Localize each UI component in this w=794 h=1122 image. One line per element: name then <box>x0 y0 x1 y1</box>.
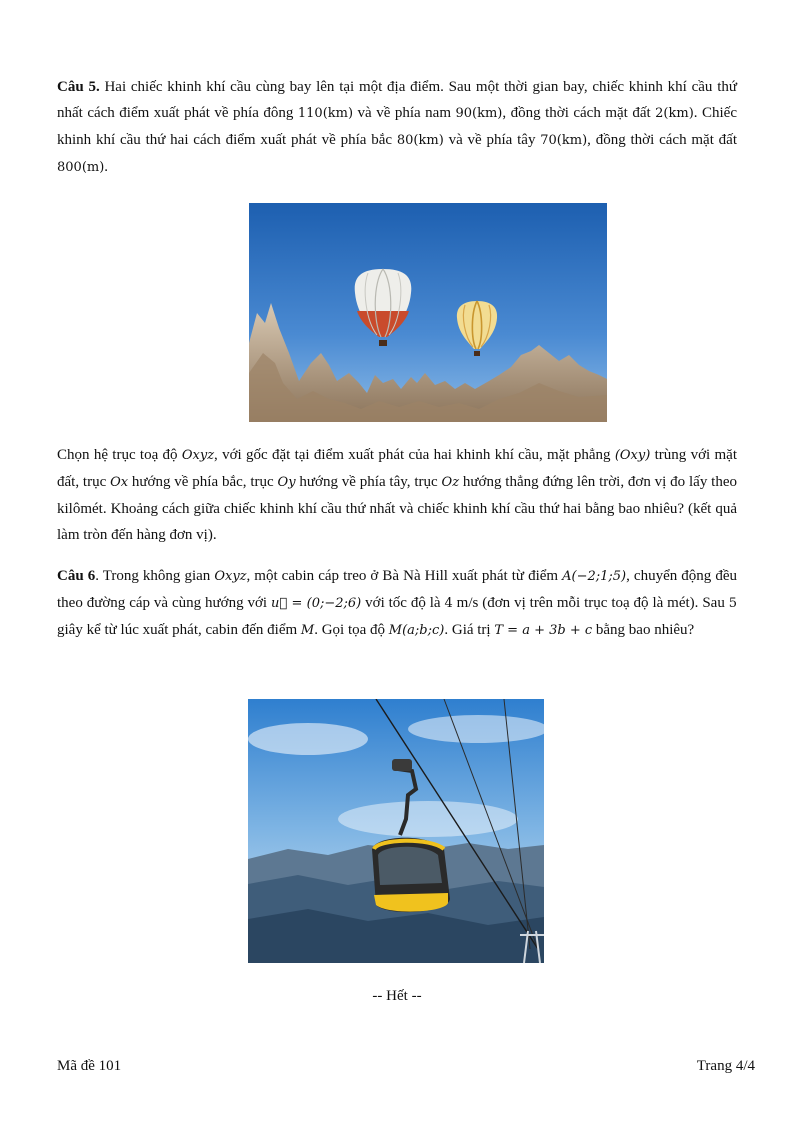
q5-distance-3: 2(km) <box>655 106 694 121</box>
q6-text-6: giây kể từ lúc xuất phát, cabin đến điểm <box>57 622 301 638</box>
q5-body-5: hướng về phía tây, trục <box>295 474 442 490</box>
q6-text-9: bằng bao nhiêu? <box>592 622 695 638</box>
q5-distance-5: 70(km) <box>540 133 588 148</box>
question-5-text <box>57 74 737 181</box>
hot-air-balloon-image <box>249 203 607 422</box>
q5-ox: Ox <box>110 475 129 490</box>
q6-point-a: A(−2;1;5) <box>562 569 627 584</box>
end-marker: -- Hết -- <box>372 988 422 1004</box>
q6-point-m: M <box>300 623 315 638</box>
q6-speed: 4 <box>444 596 453 611</box>
q5-text-6: , đồng thời cách mặt đất <box>587 132 737 148</box>
q6-text-7: . Gọi tọa độ <box>314 622 389 638</box>
q6-space: Oxyz <box>214 569 247 584</box>
q5-body-6: hướng thẳng đứng lên trời, đơn vị đo lấy theo kilômét. Khoảng cách giữa chiếc khinh khí cầu thứ nhất và chiếc khinh khí cầu thứ hai bằng bao nhiêu? (kết quả làm tròn đến hàng đơn vị). <box>57 474 738 543</box>
q6-text-2: , một cabin cáp treo ở Bà Nà Hill xuất phát từ điểm <box>246 568 563 584</box>
q6-vector-u: u⃗ = (0;−2;6) <box>270 596 362 611</box>
cable-car-image <box>248 699 544 963</box>
q6-text-8: . Giá trị <box>444 622 495 638</box>
q6-text-1: . Trong không gian <box>95 568 215 584</box>
question-5-setup-text <box>57 442 737 548</box>
q5-oy: Oy <box>277 475 296 490</box>
page-number: Trang 4/4 <box>696 1058 755 1074</box>
question-6-text <box>57 563 737 644</box>
q5-oxyz: Oxyz <box>181 448 215 463</box>
q6-seconds: 5 <box>728 596 737 611</box>
q6-coord-m: M(a;b;c) <box>388 623 445 638</box>
q5-distance-1: 110(km) <box>297 106 354 121</box>
q5-distance-6: 800(m) <box>57 160 105 175</box>
q5-body-4: hướng về phía bắc, trục <box>128 474 278 490</box>
q5-distance-2: 90(km) <box>455 106 503 121</box>
q5-text-3: , đồng thời cách mặt đất <box>502 105 656 121</box>
q5-text-1: Hai chiếc khinh khí cầu cùng bay lên tại một địa điểm. Sau một thời gian bay, chiếc khinh khí cầu thứ nhất cách điểm xuất phát về phía đông <box>57 79 737 121</box>
q5-plane: (Oxy) <box>614 448 651 463</box>
q5-text-2: và về phía nam <box>353 105 456 121</box>
q5-distance-4: 80(km) <box>396 133 444 148</box>
q5-body-1: Chọn hệ trục toạ độ <box>57 447 182 463</box>
q6-expression: T = a + 3b + c <box>494 623 593 638</box>
q6-text-3: , chuyển động đều theo đường cáp và cùng hướng với <box>57 568 737 611</box>
q5-oz: Oz <box>441 475 460 490</box>
q5-text-5: và về phía tây <box>443 132 541 148</box>
question-6-label: Câu 6 <box>57 568 96 584</box>
exam-code: Mã đề 101 <box>57 1058 122 1074</box>
q6-text-5: m/s (đơn vị trên mỗi trục toạ độ là mét). Sau <box>452 595 729 611</box>
question-5-label: Câu 5. <box>57 79 100 95</box>
q5-text-4: . Chiếc khinh khí cầu thứ hai cách điểm xuất phát về phía bắc <box>57 105 737 148</box>
q5-body-2: , với gốc đặt tại điểm xuất phát của hai khinh khí cầu, mặt phẳng <box>214 447 615 463</box>
q5-text-7: . <box>104 159 109 175</box>
q6-text-4: với tốc độ là <box>361 595 445 611</box>
q5-body-3: trùng với mặt đất, trục <box>57 447 737 490</box>
